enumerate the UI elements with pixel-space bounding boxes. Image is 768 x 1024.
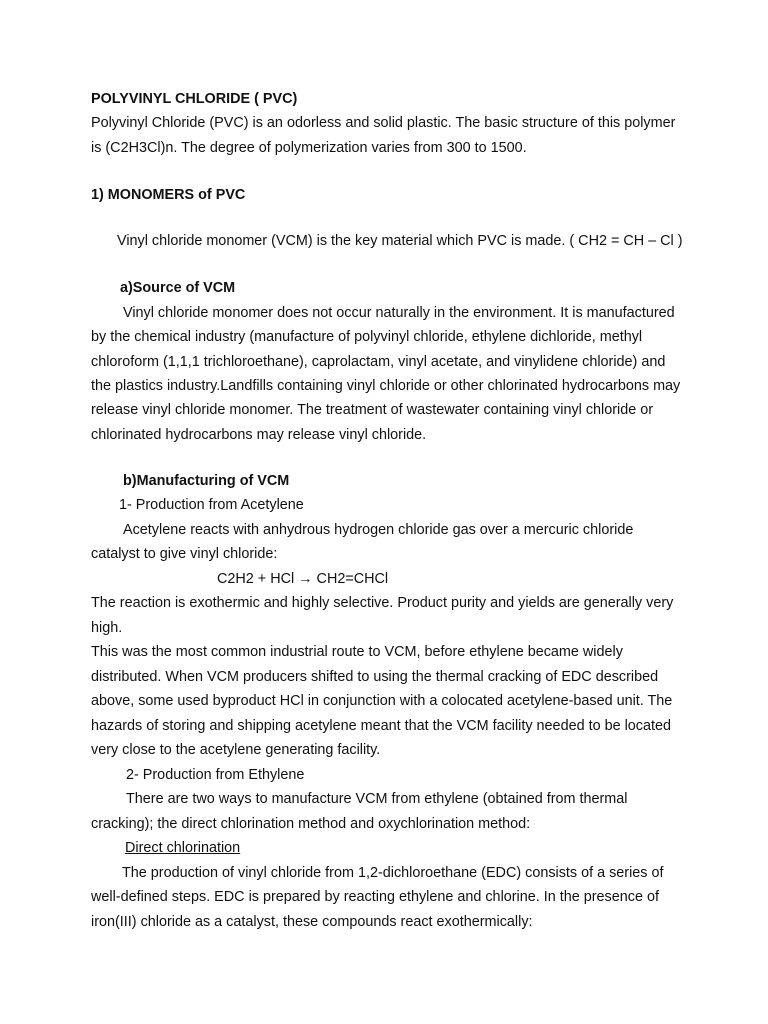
section-heading-monomers: 1) MONOMERS of PVC — [91, 187, 246, 203]
intro-line: Polyvinyl Chloride (PVC) is an odorless and solid plastic. The basic structure of this polymer — [91, 115, 676, 131]
acetylene-equation: C2H2 + HCl → CH2=CHCl — [217, 571, 389, 587]
source-para-line: the plastics industry.Landfills containing vinyl chloride or other chlorinated hydrocarbons may — [91, 378, 681, 394]
ethylene-para-line: cracking); the direct chlorination method and oxychlorination method: — [91, 816, 531, 832]
history-para-line: above, some used byproduct HCl in conjunction with a colocated acetylene-based unit. The — [91, 693, 673, 709]
acetylene-para-line: catalyst to give vinyl chloride: — [91, 546, 278, 562]
ethylene-para-line: There are two ways to manufacture VCM from ethylene (obtained from thermal — [126, 791, 628, 807]
source-para-line: release vinyl chloride monomer. The treatment of wastewater containing vinyl chloride or — [91, 402, 654, 418]
source-para-line: by the chemical industry (manufacture of polyvinyl chloride, ethylene dichloride, methyl — [91, 329, 643, 345]
history-para-line: very close to the acetylene generating facility. — [91, 742, 381, 758]
intro-line: is (C2H3Cl)n. The degree of polymerization varies from 300 to 1500. — [91, 140, 527, 156]
source-para-line: Vinyl chloride monomer does not occur naturally in the environment. It is manufactured — [123, 305, 675, 321]
subheading-direct-chlorination: Direct chlorination — [125, 840, 241, 856]
acetylene-para-line: Acetylene reacts with anhydrous hydrogen chloride gas over a mercuric chloride — [123, 522, 634, 538]
vcm-key-line: Vinyl chloride monomer (VCM) is the key material which PVC is made. ( CH2 = CH – Cl ) — [117, 233, 683, 249]
history-para-line: hazards of storing and shipping acetylene meant that the VCM facility needed to be located — [91, 718, 671, 734]
direct-para-line: The production of vinyl chloride from 1,2-dichloroethane (EDC) consists of a series of — [122, 865, 664, 881]
reaction-para-line: The reaction is exothermic and highly selective. Product purity and yields are generally very — [91, 595, 674, 611]
subheading-acetylene: 1- Production from Acetylene — [119, 497, 304, 513]
source-para-line: chlorinated hydrocarbons may release vinyl chloride. — [91, 427, 427, 443]
history-para-line: distributed. When VCM producers shifted to using the thermal cracking of EDC described — [91, 669, 659, 685]
subheading-manufacturing-of-vcm: b)Manufacturing of VCM — [123, 473, 290, 489]
reaction-para-line: high. — [91, 620, 123, 636]
history-para-line: This was the most common industrial route to VCM, before ethylene became widely — [91, 644, 623, 660]
document-title: POLYVINYL CHLORIDE ( PVC) — [91, 91, 298, 107]
direct-para-line: iron(III) chloride as a catalyst, these compounds react exothermically: — [91, 914, 533, 930]
direct-para-line: well-defined steps. EDC is prepared by reacting ethylene and chlorine. In the presence of — [91, 889, 659, 905]
subheading-ethylene: 2- Production from Ethylene — [126, 767, 305, 783]
source-para-line: chloroform (1,1,1 trichloroethane), caprolactam, vinyl acetate, and vinylidene chloride) and — [91, 354, 666, 370]
subheading-source-of-vcm: a)Source of VCM — [120, 280, 236, 296]
